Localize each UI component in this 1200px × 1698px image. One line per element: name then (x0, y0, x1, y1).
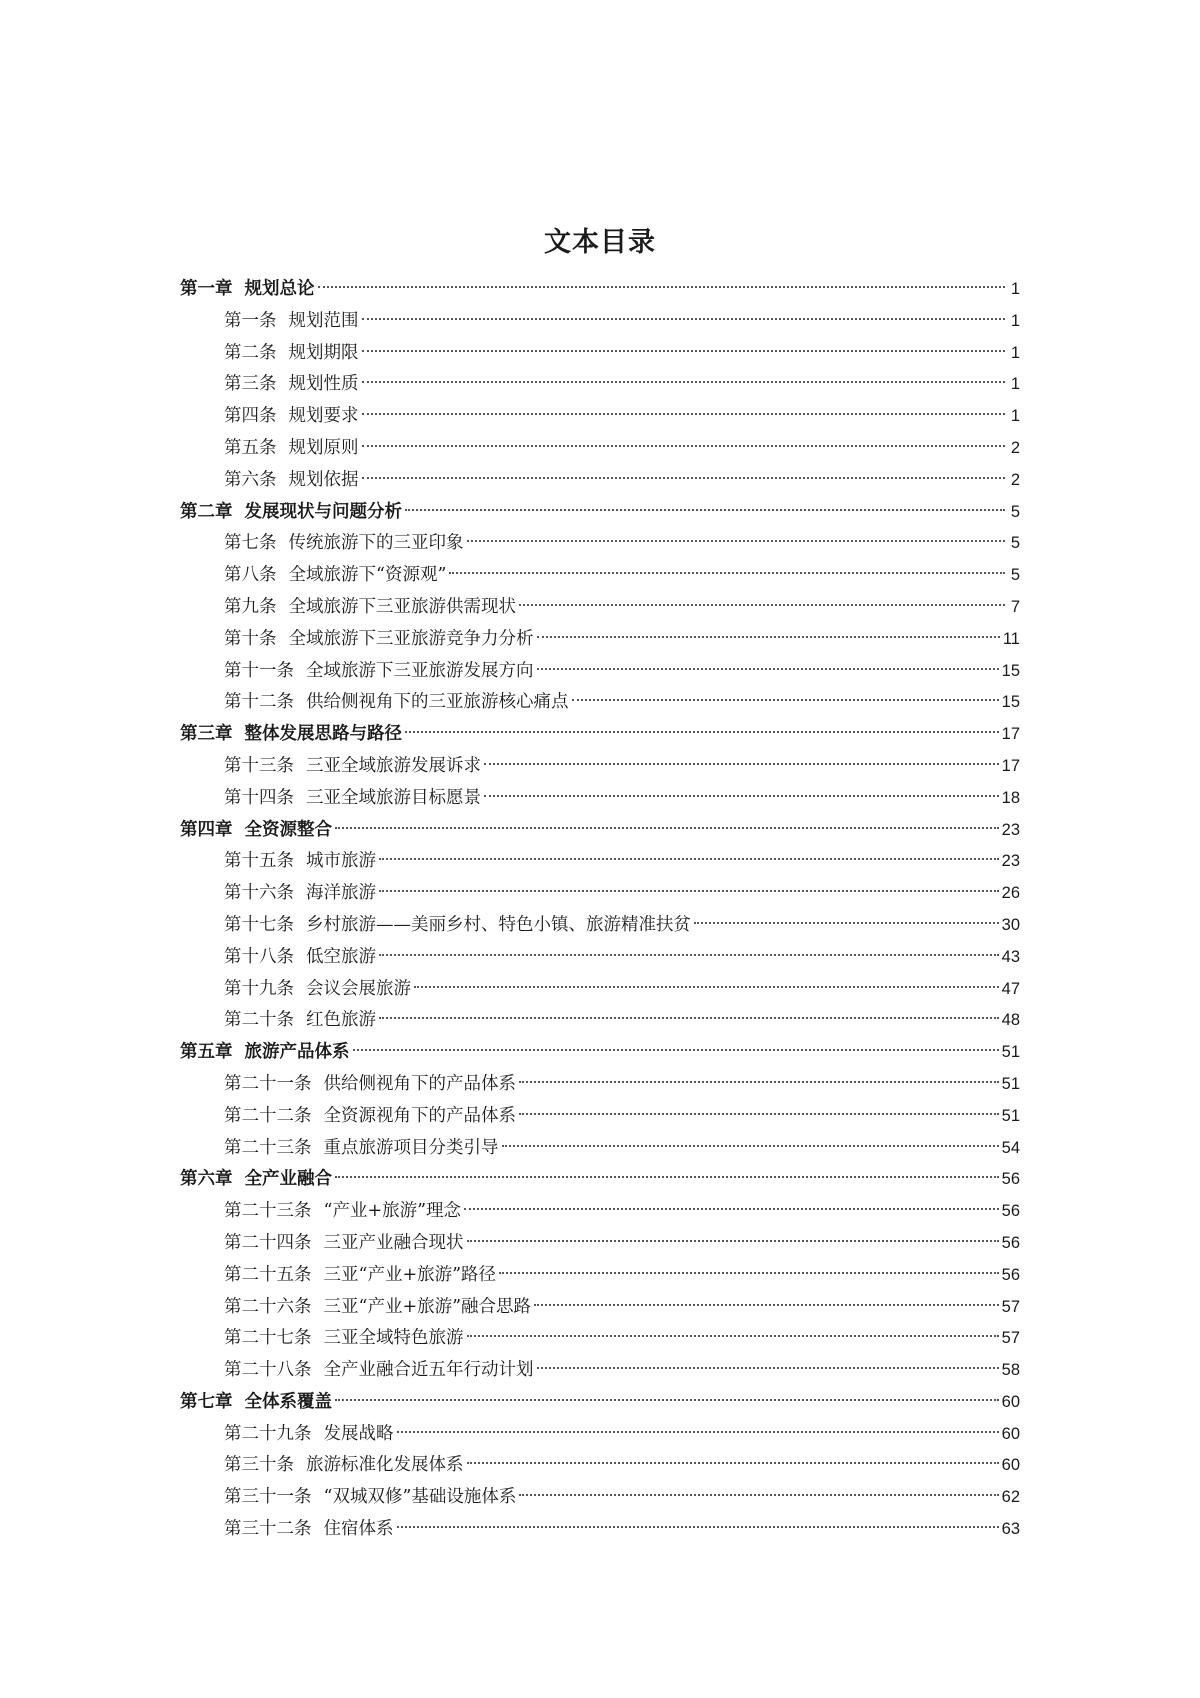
toc-entry-number: 第十八条 (224, 946, 294, 967)
toc-entry-label (224, 465, 359, 497)
toc-entry-number: 第三章 (180, 724, 233, 745)
toc-article-entry[interactable] (180, 465, 1020, 497)
toc-entry-number: 第五条 (224, 437, 277, 458)
toc-entry-page: 56 (1001, 1233, 1020, 1252)
dot-leader (335, 1176, 999, 1178)
toc-entry-label (224, 1101, 516, 1133)
toc-entry-label (224, 592, 516, 624)
toc-chapter-entry[interactable] (180, 1164, 1020, 1196)
toc-entry-page: 11 (1002, 629, 1020, 648)
toc-entry-page: 63 (1001, 1520, 1020, 1539)
toc-entry-number: 第八条 (224, 565, 277, 586)
toc-entry-label (224, 751, 481, 783)
toc-article-entry[interactable] (180, 656, 1020, 688)
dot-leader (467, 540, 1006, 542)
toc-article-entry[interactable] (180, 1419, 1020, 1451)
toc-entry-number: 第二十五条 (224, 1264, 312, 1285)
toc-entry-page: 56 (1001, 1202, 1020, 1221)
toc-article-entry[interactable] (180, 1069, 1020, 1101)
toc-entry-page: 60 (1001, 1424, 1020, 1443)
toc-article-entry[interactable] (180, 974, 1020, 1006)
toc-entry-title: 规划依据 (288, 469, 359, 490)
toc-entry-page: 57 (1001, 1297, 1020, 1316)
toc-entry-label (224, 1069, 516, 1101)
toc-entry-label (224, 528, 464, 560)
toc-entry-label (224, 1419, 394, 1451)
toc-entry-label (180, 815, 332, 847)
toc-entry-number: 第二十一条 (224, 1073, 312, 1094)
dot-leader (379, 1017, 999, 1019)
toc-article-entry[interactable] (180, 528, 1020, 560)
toc-entry-label (224, 1450, 464, 1482)
toc-chapter-entry[interactable] (180, 1037, 1020, 1069)
toc-article-entry[interactable] (180, 1514, 1020, 1546)
toc-article-entry[interactable] (180, 910, 1020, 942)
toc-entry-title: 三亚全域旅游发展诉求 (306, 755, 481, 776)
toc-entry-title: 全域旅游下三亚旅游发展方向 (306, 660, 534, 681)
toc-entry-number: 第二十三条 (224, 1201, 312, 1222)
toc-entry-title: 规划总论 (244, 279, 315, 299)
toc-entry-label (224, 942, 376, 974)
toc-entry-title: 规划原则 (288, 437, 359, 458)
toc-entry-label (180, 719, 402, 751)
toc-article-entry[interactable] (180, 846, 1020, 878)
dot-leader (335, 1399, 999, 1401)
toc-entry-number: 第五章 (180, 1042, 233, 1063)
toc-entry-title: 低空旅游 (306, 946, 376, 967)
toc-article-entry[interactable] (180, 338, 1020, 370)
dot-leader (519, 1113, 999, 1115)
dot-leader (694, 922, 999, 924)
toc-entry-number: 第七条 (224, 533, 277, 554)
toc-entry-title: 全域旅游下三亚旅游供需现状 (288, 596, 516, 617)
toc-entry-label (224, 974, 411, 1006)
toc-article-entry[interactable] (180, 1228, 1020, 1260)
dot-leader (362, 445, 1006, 447)
dot-leader (405, 509, 1005, 511)
toc-entry-page: 60 (1001, 1392, 1020, 1411)
toc-entry-label (224, 846, 376, 878)
toc-entry-page: 51 (1001, 1043, 1020, 1062)
toc-article-entry[interactable] (180, 1260, 1020, 1292)
toc-article-entry[interactable] (180, 942, 1020, 974)
dot-leader (519, 604, 1005, 606)
dot-leader (467, 1240, 999, 1242)
toc-entry-page: 56 (1001, 1265, 1020, 1284)
toc-entry-label (224, 878, 376, 910)
toc-entry-label (224, 369, 359, 401)
toc-entry-title: “产业+旅游”理念 (323, 1201, 462, 1222)
toc-entry-number: 第十四条 (224, 787, 294, 808)
dot-leader (397, 1526, 999, 1528)
toc-entry-number: 第二十条 (224, 1010, 294, 1031)
toc-entry-number: 第二十六条 (224, 1296, 312, 1317)
toc-entry-number: 第四章 (180, 819, 233, 840)
dot-leader (519, 1081, 999, 1083)
toc-entry-label (224, 687, 569, 719)
toc-entry-title: 旅游产品体系 (244, 1042, 350, 1063)
toc-entry-label (224, 1292, 531, 1324)
toc-chapter-entry[interactable] (180, 719, 1020, 751)
toc-entry-title: 全产业融合 (244, 1169, 332, 1190)
dot-leader (449, 572, 1005, 574)
dot-leader (467, 1462, 999, 1464)
toc-entry-page: 60 (1001, 1456, 1020, 1475)
toc-entry-title: 全产业融合近五年行动计划 (323, 1360, 534, 1381)
toc-entry-title: 会议会展旅游 (306, 978, 411, 999)
toc-entry-label (224, 1196, 461, 1228)
toc-entry-label (224, 1260, 496, 1292)
toc-entry-number: 第九条 (224, 596, 277, 617)
toc-entry-label (224, 560, 446, 592)
toc-entry-page: 51 (1001, 1074, 1020, 1093)
dot-leader (537, 1367, 999, 1369)
toc-entry-page: 15 (1001, 661, 1020, 680)
toc-entry-label (180, 497, 402, 529)
toc-entry-title: 红色旅游 (306, 1010, 376, 1031)
toc-article-entry[interactable] (180, 1450, 1020, 1482)
toc-entry-number: 第十条 (224, 628, 277, 649)
toc-entry-label (224, 624, 534, 656)
toc-entry-number: 第二十四条 (224, 1232, 312, 1253)
toc-article-entry[interactable] (180, 433, 1020, 465)
dot-leader (362, 477, 1006, 479)
toc-entry-page: 23 (1001, 852, 1020, 871)
toc-entry-number: 第二十三条 (224, 1137, 312, 1158)
dot-leader (502, 1145, 999, 1147)
toc-entry-number: 第二十九条 (224, 1423, 312, 1444)
toc-entry-page: 26 (1001, 884, 1020, 903)
toc-chapter-entry[interactable] (180, 497, 1020, 529)
toc-entry-number: 第二章 (180, 501, 233, 522)
toc-entry-page: 5 (1010, 502, 1020, 521)
toc-entry-number: 第十一条 (224, 660, 294, 681)
toc-entry-label (224, 306, 359, 338)
toc-entry-title: 发展现状与问题分析 (244, 501, 402, 522)
toc-entry-number: 第二十二条 (224, 1105, 312, 1126)
toc-entry-number: 第七章 (180, 1391, 233, 1412)
dot-leader (464, 1208, 999, 1210)
dot-leader (362, 413, 1006, 415)
toc-entry-title: 供给侧视角下的产品体系 (323, 1073, 516, 1094)
toc-article-entry[interactable] (180, 1196, 1020, 1228)
toc-entry-title: 全资源视角下的产品体系 (323, 1105, 516, 1126)
dot-leader (353, 1049, 999, 1051)
page-title: 文本目录 (544, 227, 656, 258)
toc-entry-title: 乡村旅游——美丽乡村、特色小镇、旅游精准扶贫 (306, 914, 691, 935)
toc-entry-page: 17 (1001, 725, 1020, 744)
toc-entry-number: 第十五条 (224, 851, 294, 872)
toc-entry-page: 48 (1001, 1011, 1020, 1030)
toc-entry-label (224, 1482, 516, 1514)
toc-entry-label (224, 1005, 376, 1037)
toc-entry-page: 1 (1010, 343, 1020, 362)
toc-entry-title: 三亚全域旅游目标愿景 (306, 787, 481, 808)
dot-leader (534, 1304, 999, 1306)
toc-entry-label (224, 433, 359, 465)
toc-entry-number: 第一条 (224, 310, 277, 331)
toc-entry-label (224, 656, 534, 688)
toc-article-entry[interactable] (180, 306, 1020, 338)
toc-article-entry[interactable] (180, 1323, 1020, 1355)
toc-article-entry[interactable] (180, 369, 1020, 401)
toc-entry-page: 2 (1010, 438, 1020, 457)
toc-entry-number: 第六条 (224, 469, 277, 490)
toc-entry-number: 第六章 (180, 1169, 233, 1190)
toc-entry-label (180, 1387, 332, 1419)
toc-entry-page: 43 (1001, 947, 1020, 966)
toc-entry-page: 17 (1001, 756, 1020, 775)
toc-article-entry[interactable] (180, 687, 1020, 719)
toc-entry-page: 18 (1001, 788, 1020, 807)
toc-entry-page: 23 (1001, 820, 1020, 839)
toc-entry-page: 57 (1001, 1329, 1020, 1348)
dot-leader (397, 1431, 999, 1433)
toc-article-entry[interactable] (180, 1005, 1020, 1037)
toc-entry-page: 1 (1010, 375, 1020, 394)
dot-leader (484, 763, 999, 765)
toc-entry-number: 第二十七条 (224, 1328, 312, 1349)
toc-article-entry[interactable] (180, 1133, 1020, 1165)
toc-entry-page: 51 (1001, 1106, 1020, 1125)
toc-entry-title: 供给侧视角下的三亚旅游核心痛点 (306, 692, 569, 713)
toc-entry-title: 三亚“产业+旅游”路径 (323, 1264, 497, 1285)
toc-entry-number: 第二条 (224, 342, 277, 363)
toc-entry-label (224, 910, 691, 942)
toc-entry-title: 全域旅游下三亚旅游竞争力分析 (288, 628, 534, 649)
toc-entry-page: 5 (1010, 566, 1020, 585)
toc-chapter-entry[interactable] (180, 815, 1020, 847)
toc-entry-title: 住宿体系 (323, 1519, 394, 1540)
toc-entry-page: 2 (1010, 470, 1020, 489)
toc-entry-label (224, 1514, 394, 1546)
toc-entry-title: 发展战略 (323, 1423, 394, 1444)
dot-leader (572, 699, 999, 701)
toc-entry-title: 重点旅游项目分类引导 (323, 1137, 499, 1158)
toc-entry-title: 城市旅游 (306, 851, 376, 872)
toc-entry-number: 第十九条 (224, 978, 294, 999)
dot-leader (335, 827, 999, 829)
toc-entry-page: 5 (1010, 534, 1020, 553)
toc-entry-number: 第十二条 (224, 692, 294, 713)
toc-entry-title: 规划期限 (288, 342, 359, 363)
toc-entry-number: 第三十一条 (224, 1487, 312, 1508)
toc-entry-page: 15 (1001, 693, 1020, 712)
toc-entry-label (224, 1133, 499, 1165)
toc-entry-number: 第十三条 (224, 755, 294, 776)
dot-leader (318, 286, 1006, 288)
toc-entry-label (224, 1228, 464, 1260)
toc-entry-title: 海洋旅游 (306, 883, 376, 904)
dot-leader (467, 1335, 999, 1337)
toc-entry-number: 第三十二条 (224, 1519, 312, 1540)
toc-entry-title: 全资源整合 (244, 819, 332, 840)
dot-leader (537, 636, 1000, 638)
toc-article-entry[interactable] (180, 1292, 1020, 1324)
dot-leader (537, 668, 999, 670)
toc-entry-page: 56 (1001, 1170, 1020, 1189)
toc-entry-label (224, 1355, 534, 1387)
toc-entry-number: 第一章 (180, 279, 233, 299)
toc-entry-page: 54 (1001, 1138, 1020, 1157)
dot-leader (362, 381, 1006, 383)
toc-entry-title: 全域旅游下“资源观” (288, 565, 447, 586)
toc-article-entry[interactable] (180, 624, 1020, 656)
toc-entry-number: 第三条 (224, 374, 277, 395)
toc-chapter-entry[interactable] (180, 1387, 1020, 1419)
toc-article-entry[interactable] (180, 401, 1020, 433)
toc-article-entry[interactable] (180, 560, 1020, 592)
toc-entry-label (224, 783, 481, 815)
toc-entry-title: 规划性质 (288, 374, 359, 395)
toc-article-entry[interactable] (180, 783, 1020, 815)
toc-entry-title: “双城双修”基础设施体系 (323, 1487, 517, 1508)
toc-entry-label (180, 1037, 350, 1069)
toc-entry-title: 三亚全域特色旅游 (323, 1328, 464, 1349)
toc-entry-label (180, 274, 315, 306)
toc-entry-number: 第十七条 (224, 914, 294, 935)
toc-entry-number: 第四条 (224, 406, 277, 427)
toc-entry-title: 全体系覆盖 (244, 1391, 332, 1412)
dot-leader (362, 350, 1006, 352)
toc-entry-page: 1 (1010, 311, 1020, 330)
toc-entry-page: 7 (1010, 597, 1020, 616)
toc-article-entry[interactable] (180, 1355, 1020, 1387)
toc-entry-page: 1 (1010, 407, 1020, 426)
toc-entry-title: 三亚“产业+旅游”融合思路 (323, 1296, 532, 1317)
dot-leader (379, 890, 999, 892)
dot-leader (414, 986, 999, 988)
toc-article-entry[interactable] (180, 592, 1020, 624)
toc-article-entry[interactable] (180, 751, 1020, 783)
table-of-contents (180, 274, 1020, 1546)
toc-entry-page: 58 (1001, 1361, 1020, 1380)
dot-leader (484, 795, 999, 797)
toc-article-entry[interactable] (180, 1482, 1020, 1514)
toc-entry-number: 第十六条 (224, 883, 294, 904)
toc-entry-page: 62 (1001, 1488, 1020, 1507)
toc-article-entry[interactable] (180, 878, 1020, 910)
toc-entry-label (180, 1164, 332, 1196)
toc-entry-number: 第二十八条 (224, 1360, 312, 1381)
toc-entry-title: 规划要求 (288, 406, 359, 427)
dot-leader (362, 318, 1006, 320)
toc-article-entry[interactable] (180, 1101, 1020, 1133)
toc-entry-label (224, 1323, 464, 1355)
toc-entry-label (224, 338, 359, 370)
toc-entry-title: 规划范围 (288, 310, 359, 331)
toc-entry-title: 传统旅游下的三亚印象 (288, 533, 464, 554)
toc-entry-number: 第三十条 (224, 1455, 294, 1476)
dot-leader (519, 1494, 998, 1496)
toc-entry-label (224, 401, 359, 433)
toc-entry-page: 1 (1010, 280, 1020, 298)
toc-entry-page: 47 (1001, 979, 1020, 998)
dot-leader (405, 731, 999, 733)
toc-entry-title: 旅游标准化发展体系 (306, 1455, 464, 1476)
toc-entry-title: 整体发展思路与路径 (244, 724, 402, 745)
toc-entry-title: 三亚产业融合现状 (323, 1232, 464, 1253)
toc-chapter-entry[interactable] (180, 274, 1020, 306)
dot-leader (379, 954, 999, 956)
toc-entry-page: 30 (1001, 915, 1020, 934)
dot-leader (379, 858, 999, 860)
dot-leader (499, 1272, 999, 1274)
